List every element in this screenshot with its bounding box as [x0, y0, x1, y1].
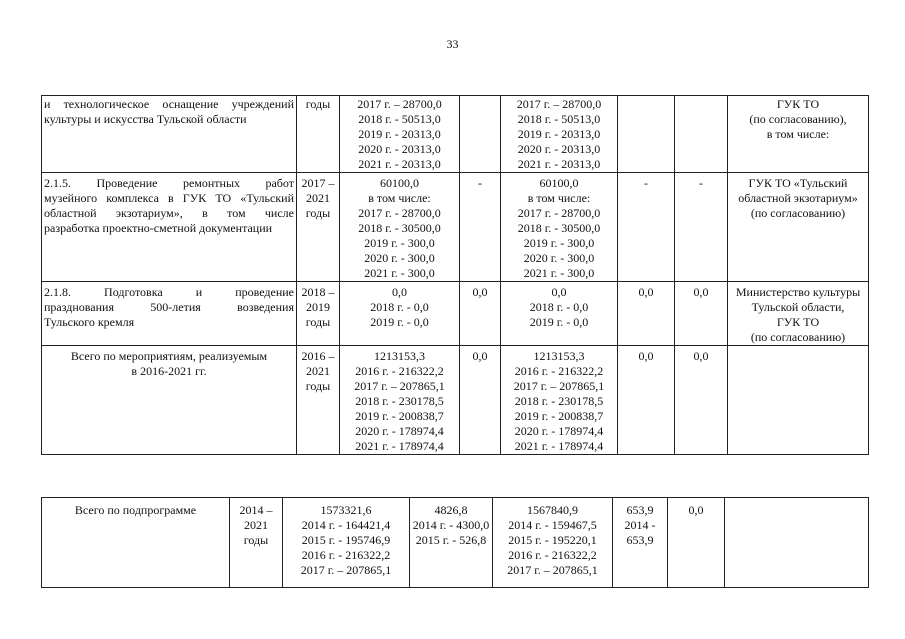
regional-budget-cell-line: 2021 г. - 300,0	[523, 266, 595, 280]
regional-budget-cell-line: 2018 г. - 30500,0	[517, 221, 601, 235]
event-name-line: Тульского кремля	[44, 315, 135, 329]
event-name	[42, 173, 297, 282]
event-name-line: разработка проектно-сметной документации	[44, 221, 273, 235]
extrabudget-cell	[675, 96, 728, 173]
regional-budget-cell	[501, 173, 618, 282]
period-cell-line: годы	[305, 97, 331, 111]
period-cell	[297, 173, 340, 282]
regional-budget-cell-line: 2018 г. - 0,0	[529, 300, 589, 314]
responsible-cell-line: (по согласованию)	[750, 206, 846, 220]
regional-budget-cell	[501, 282, 618, 346]
regional-budget-cell-line: 2017 г. – 207865,1	[513, 379, 605, 393]
period-cell-line: 2019	[306, 300, 330, 314]
subprogram-total-body	[42, 498, 869, 588]
total-funding-cell-line: 2019 г. - 300,0	[364, 236, 435, 250]
federal-budget-cell	[460, 282, 501, 346]
total-funding-cell-line: 2017 г. – 207865,1	[354, 379, 445, 393]
regional-budget-cell-line: 2019 г. - 300,0	[523, 236, 595, 250]
table-row	[42, 173, 869, 282]
total-funding-cell	[283, 498, 410, 588]
period-cell-line: 2021	[244, 518, 268, 532]
total-funding-cell-line: 2019 г. - 20313,0	[358, 127, 441, 141]
period-cell-line: 2021	[306, 191, 330, 205]
regional-budget-cell-line: 2021 г. - 20313,0	[517, 157, 601, 171]
period-cell-line: годы	[305, 315, 331, 329]
responsible-cell-line: ГУК ТО	[776, 97, 820, 111]
total-funding-cell-line: 2018 г. - 50513,0	[358, 112, 441, 126]
total-funding-cell-line: 2019 г. - 0,0	[370, 315, 429, 329]
extrabudget-cell-line: -	[699, 176, 703, 190]
responsible-cell	[725, 498, 869, 588]
responsible-cell-line: (по согласованию)	[750, 330, 846, 344]
responsible-cell-line: Министерство культуры	[735, 285, 861, 299]
regional-budget-cell-line: 2016 г. - 216322,2	[508, 548, 597, 562]
event-name-line: в 2016-2021 гг.	[131, 364, 207, 378]
period-cell-line: 2017 –	[301, 176, 335, 190]
local-budget-cell	[613, 498, 668, 588]
federal-budget-cell	[410, 498, 493, 588]
period-cell-line: годы	[243, 533, 269, 547]
total-funding-cell-line: 1213153,3	[374, 349, 425, 363]
federal-budget-cell-line: 2015 г. - 526,8	[415, 533, 487, 547]
federal-budget-cell-line: 0,0	[472, 285, 488, 299]
total-funding-cell-line: 2017 г. – 207865,1	[300, 563, 392, 577]
federal-budget-cell-line: -	[478, 176, 482, 190]
program-table-body	[42, 96, 869, 455]
event-name-line: и технологическое оснащение учреждений	[44, 97, 294, 111]
total-funding-cell-line: 1573321,6	[320, 503, 372, 517]
event-name-line: празднования 500-летия возведения	[44, 300, 294, 314]
responsible-cell-line: ГУК ТО «Тульский	[748, 176, 848, 190]
total-funding-cell-line: 2019 г. - 200838,7	[355, 409, 444, 423]
regional-budget-cell-line: 2019 г. - 20313,0	[517, 127, 601, 141]
local-budget-cell-line: 0,0	[638, 349, 654, 363]
responsible-cell	[728, 173, 869, 282]
total-funding-cell-line: 2021 г. - 300,0	[364, 266, 435, 280]
total-funding-cell-line: 2020 г. - 178974,4	[355, 424, 444, 438]
total-funding-cell-line: 2015 г. - 195746,9	[301, 533, 391, 547]
total-funding-cell	[340, 282, 460, 346]
event-name-line: областной экзотариум», в том числе	[44, 206, 294, 220]
responsible-cell-line: (по согласованию),	[749, 112, 847, 126]
event-name-line: Всего по мероприятиям, реализуемым	[70, 349, 268, 363]
regional-budget-cell-line: 2021 г. - 178974,4	[514, 439, 604, 453]
federal-budget-cell	[460, 173, 501, 282]
total-funding-cell-line: 2018 г. - 230178,5	[355, 394, 444, 408]
local-budget-cell-line: 0,0	[638, 285, 654, 299]
regional-budget-cell-line: 2019 г. - 200838,7	[514, 409, 604, 423]
total-funding-cell-line: в том числе:	[368, 191, 431, 205]
extrabudget-cell	[675, 346, 728, 455]
regional-budget-cell-line: 2020 г. - 178974,4	[514, 424, 604, 438]
regional-budget-cell-line: 60100,0	[539, 176, 579, 190]
total-funding-cell-line: 2016 г. - 216322,2	[301, 548, 391, 562]
event-name-line: культуры и искусства Тульской области	[44, 112, 247, 126]
local-budget-cell-line: -	[644, 176, 648, 190]
regional-budget-cell-line: 2019 г. - 0,0	[529, 315, 589, 329]
responsible-cell	[728, 282, 869, 346]
period-cell-line: 2016 –	[301, 349, 335, 363]
regional-budget-cell-line: 2018 г. - 50513,0	[517, 112, 601, 126]
regional-budget-cell-line: 2015 г. - 195220,1	[508, 533, 597, 547]
subprogram-name-line: Всего по подпрограмме	[74, 503, 197, 517]
total-funding-cell-line: 2017 г. – 28700,0	[357, 97, 442, 111]
local-budget-cell-line: 2014 -	[624, 518, 656, 532]
extrabudget-cell	[675, 282, 728, 346]
subprogram-name	[42, 498, 230, 588]
federal-budget-cell-line: 2014 г. - 4300,0	[412, 518, 490, 532]
period-cell-line: 2014 –	[239, 503, 273, 517]
regional-budget-cell-line: в том числе:	[527, 191, 591, 205]
total-funding-cell-line: 2017 г. - 28700,0	[358, 206, 441, 220]
period-cell	[297, 282, 340, 346]
regional-budget-cell-line: 2017 г. – 207865,1	[507, 563, 598, 577]
total-funding-cell-line: 2016 г. - 216322,2	[355, 364, 444, 378]
regional-budget-cell	[493, 498, 613, 588]
total-funding-cell-line: 2021 г. - 178974,4	[355, 439, 444, 453]
responsible-cell	[728, 346, 869, 455]
regional-budget-cell-line: 1213153,3	[533, 349, 585, 363]
event-name	[42, 346, 297, 455]
extrabudget-cell-line: 0,0	[693, 349, 709, 363]
total-funding-cell-line: 2020 г. - 20313,0	[358, 142, 441, 156]
extrabudget-cell-line: 0,0	[688, 503, 704, 517]
event-name-line: музейного комплекса в ГУК ТО «Тульский	[44, 191, 294, 205]
subprogram-total-table	[41, 497, 869, 588]
total-funding-cell-line: 2020 г. - 300,0	[364, 251, 435, 265]
regional-budget-cell-line: 0,0	[551, 285, 567, 299]
total-funding-cell-line: 0,0	[392, 285, 407, 299]
federal-budget-cell-line: 4826,8	[434, 503, 468, 517]
local-budget-cell	[618, 173, 675, 282]
event-name	[42, 282, 297, 346]
local-budget-cell-line: 653,9	[626, 503, 654, 517]
local-budget-cell-line: 653,9	[626, 533, 654, 547]
total-funding-cell-line: 2014 г. - 164421,4	[301, 518, 391, 532]
regional-budget-cell	[501, 346, 618, 455]
total-funding-cell-line: 2021 г. - 20313,0	[358, 157, 441, 171]
regional-budget-cell-line: 2018 г. - 230178,5	[514, 394, 604, 408]
responsible-cell-line: в том числе:	[766, 127, 830, 141]
period-cell	[297, 96, 340, 173]
period-cell	[230, 498, 283, 588]
total-funding-cell	[340, 173, 460, 282]
table-row	[42, 96, 869, 173]
federal-budget-cell	[460, 346, 501, 455]
program-table	[41, 95, 869, 455]
period-cell	[297, 346, 340, 455]
period-cell-line: годы	[305, 379, 331, 393]
total-funding-cell-line: 60100,0	[380, 176, 419, 190]
total-funding-cell-line: 2018 г. - 30500,0	[358, 221, 441, 235]
total-funding-cell-line: 2018 г. - 0,0	[370, 300, 429, 314]
period-cell-line: 2021	[306, 364, 330, 378]
regional-budget-cell-line: 1567840,9	[527, 503, 578, 517]
responsible-cell-line: областной экзотариум»	[738, 191, 858, 205]
extrabudget-cell-line: 0,0	[693, 285, 709, 299]
table-row	[42, 282, 869, 346]
period-cell-line: 2018 –	[301, 285, 335, 299]
local-budget-cell	[618, 96, 675, 173]
event-name	[42, 96, 297, 173]
regional-budget-cell-line: 2017 г. – 28700,0	[516, 97, 602, 111]
total-funding-cell	[340, 96, 460, 173]
local-budget-cell	[618, 346, 675, 455]
extrabudget-cell	[675, 173, 728, 282]
regional-budget-cell-line: 2014 г. - 159467,5	[508, 518, 597, 532]
responsible-cell	[728, 96, 869, 173]
event-name-line: 2.1.5. Проведение ремонтных работ	[44, 176, 294, 190]
federal-budget-cell	[460, 96, 501, 173]
federal-budget-cell-line: 0,0	[472, 349, 488, 363]
regional-budget-cell-line: 2016 г. - 216322,2	[514, 364, 604, 378]
regional-budget-cell-line: 2020 г. - 20313,0	[517, 142, 601, 156]
responsible-cell-line: ГУК ТО	[776, 315, 820, 329]
regional-budget-cell-line: 2020 г. - 300,0	[523, 251, 595, 265]
responsible-cell-line: Тульской области,	[751, 300, 845, 314]
local-budget-cell	[618, 282, 675, 346]
regional-budget-cell	[501, 96, 618, 173]
period-cell-line: годы	[305, 206, 331, 220]
regional-budget-cell-line: 2017 г. - 28700,0	[517, 206, 601, 220]
event-name-line: 2.1.8. Подготовка и проведение	[44, 285, 294, 299]
page-number: 33	[446, 37, 459, 51]
total-funding-cell	[340, 346, 460, 455]
table-row	[42, 346, 869, 455]
table-row	[42, 498, 869, 588]
extrabudget-cell	[668, 498, 725, 588]
